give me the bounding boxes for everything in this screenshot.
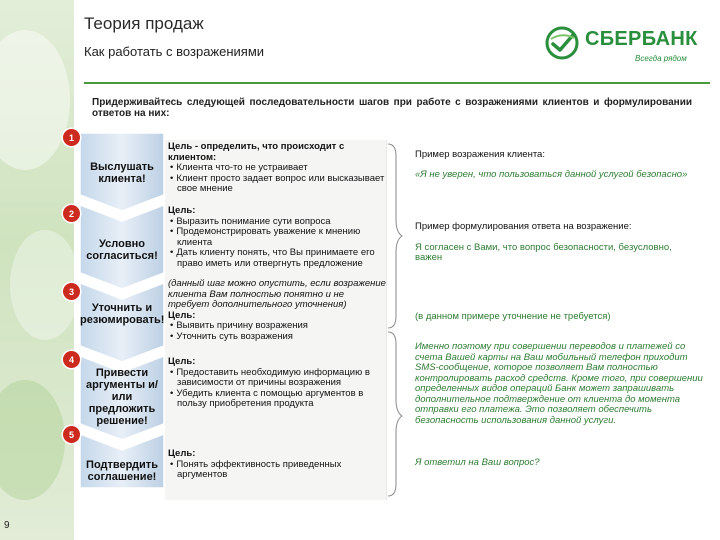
step-4-number: 4 bbox=[63, 351, 80, 368]
goal-heading: Цель: bbox=[168, 205, 196, 216]
intro-text: Придерживайтесь следующей последовательности шагов при работе с возражениями клиентов и формулировании ответов на них: bbox=[92, 97, 692, 119]
goal-heading: Цель: bbox=[168, 356, 196, 367]
step-5-number: 5 bbox=[63, 426, 80, 443]
step-1-number: 1 bbox=[63, 129, 80, 146]
objection-example bbox=[415, 150, 710, 180]
step-5-label: Подтвердить соглашение! bbox=[86, 459, 158, 483]
goal-bullet: • Уточнить суть возражения bbox=[168, 332, 386, 343]
step-2-label: Условно согласиться! bbox=[86, 238, 158, 262]
sberbank-logo bbox=[545, 26, 705, 68]
page-title: Теория продаж bbox=[84, 14, 204, 33]
step-2-number: 2 bbox=[63, 205, 80, 222]
answer-step-2-text: Я согласен с Вами, что вопрос безопасности, безусловно, важен bbox=[415, 241, 672, 263]
step-4-label: Привести аргументы и/или предложить решение! bbox=[86, 367, 158, 427]
step-3-goal bbox=[168, 279, 386, 342]
logo-wordmark: СБЕРБАНК bbox=[585, 28, 698, 50]
objection-example-text: «Я не уверен, что пользоваться данной услугой безопасно» bbox=[415, 168, 688, 180]
page-number: 9 bbox=[4, 520, 10, 531]
decorative-left-band bbox=[0, 0, 74, 540]
sberbank-logo-icon bbox=[545, 26, 579, 60]
goal-bullet: • Выявить причину возражения bbox=[168, 321, 386, 332]
header-divider bbox=[84, 82, 710, 84]
answer-step-3-text: (в данном примере уточнение не требуется) bbox=[415, 311, 611, 322]
goal-bullet: • Понять эффективность приведенных аргументов bbox=[168, 460, 386, 481]
goal-bullet: • Клиент просто задает вопрос или высказывает свое мнение bbox=[168, 174, 386, 195]
goal-bullet: • Выразить понимание сути вопроса bbox=[168, 217, 386, 228]
answer-step-4-text: Именно поэтому при совершении переводов и платежей со счета Вашей карты на Ваш мобильный телефон приходит SMS-сообщение, которое позволяет Вам полностью контролировать расход средств. Кроме того, при совершении определенных видов операций Банк может запрашивать дополнительное подтверждение от клиента до момента отправки его платежа. Это позволяет обеспечить безопасность использования данной услуги. bbox=[415, 341, 703, 426]
goal-bullet: • Дать клиенту понять, что Вы принимаете его право иметь или отвергнуть предложение bbox=[168, 248, 386, 269]
answer-step-5-text: Я ответил на Ваш вопрос? bbox=[415, 457, 540, 468]
goal-note: (данный шаг можно опустить, если возражение клиента Вам полностью понятно и не требует дополнительного уточнения) bbox=[168, 278, 386, 310]
step-1-label: Выслушать клиента! bbox=[90, 161, 154, 185]
page-subtitle: Как работать с возражениями bbox=[84, 44, 265, 59]
step-3-label: Уточнить и резюмировать! bbox=[80, 302, 165, 326]
step-4-goal bbox=[168, 357, 386, 410]
step-1-goal bbox=[168, 142, 386, 195]
goal-heading: Цель: bbox=[168, 309, 196, 321]
goal-heading: Цель: bbox=[168, 448, 196, 459]
step-5-goal bbox=[168, 449, 386, 481]
answer-example bbox=[415, 222, 710, 264]
goal-bullet: • Продемонстрировать уважение к мнению клиента bbox=[168, 227, 386, 248]
goal-heading: Цель - определить, что происходит с клиентом: bbox=[168, 141, 345, 163]
goal-bullet: • Клиента что-то не устраивает bbox=[168, 163, 386, 174]
goal-bullet: • Предоставить необходимую информацию в зависимости от причины возражения bbox=[168, 368, 386, 389]
objection-example-title: Пример возражения клиента: bbox=[415, 149, 545, 160]
step-3-number: 3 bbox=[63, 283, 80, 300]
goal-bullet: • Убедить клиента с помощью аргументов в пользу приобретения продукта bbox=[168, 389, 386, 410]
answer-example-title: Пример формулирования ответа на возражение: bbox=[415, 221, 632, 232]
logo-slogan: Всегда рядом bbox=[635, 54, 687, 63]
step-2-goal bbox=[168, 206, 386, 269]
